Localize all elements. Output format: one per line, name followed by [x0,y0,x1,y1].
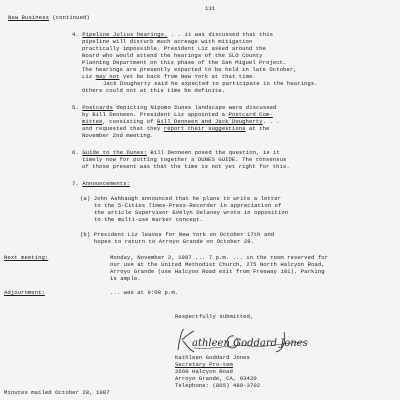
item-5-first-line [72,104,276,111]
item-text: , consisting of [102,118,154,125]
heading-text: New Business [8,14,49,21]
underlined-text: Postcard Com- [228,111,273,118]
item-4-line [82,73,256,80]
item-4-line: Jack Dougherty said he expected to participate in the hearings. [103,80,318,87]
next-meeting-line: our use at the United Methodist Church, 275 North Halcyon Road, [110,261,325,268]
announcement-b-line: hopes to return to Arroyo Grande on October 28. [94,238,255,245]
item-4-line: Board who would attend the hearings of the SLO County [82,52,263,59]
address-line: Arroyo Grande, CA, 93420 [175,375,257,382]
next-meeting-label: Next meeting: [4,254,49,261]
item-7-heading [72,180,130,187]
signer-title: Secretary Pro-tem [175,361,233,368]
item-text: at the [248,125,270,132]
item-6-line: timely now for putting together a DUNES GUIDE. The consensus [82,156,287,163]
signer-name: Kathleen Goddard Jones [175,354,250,361]
announcement-a-line: to the 5-Cities Times-Press-Recorder in appreciation of [94,202,282,209]
item-title: Guide to the Dunes: [82,149,147,156]
item-number: 5. [72,104,79,111]
handwritten-signature [172,326,317,356]
item-text: John Ashbaugh announced that he plans to write a letter [93,195,282,202]
item-text: . . . [262,118,280,125]
item-text: yet be back from New York at that time. [122,73,256,80]
item-title: Announcements: [82,180,130,187]
telephone: Telephone: (805) 489-3702 [175,382,261,389]
item-number: 6. [72,149,79,156]
item-text: and requested that they [82,125,161,132]
address-line: 2660 Halcyon Road [175,368,233,375]
next-meeting-line: is ample. [110,275,141,282]
underlined-text: report their suggestions [163,125,246,132]
item-5-line: November 2nd meeting. [82,132,154,139]
announcement-b-first-line [80,231,274,238]
announcement-a-line: to the multi-use marker concept. [94,216,204,223]
item-number: 4. [72,31,79,38]
item-4-line: Others could not at this time be definite. [82,87,226,94]
adjournment-text: ... was at 9:00 p.m. [110,289,179,296]
salutation: Respectfully submitted, [175,313,254,320]
next-meeting-line: Arroyo Grande (use Halcyon Road exit from Freeway 101). Parking [110,268,325,275]
item-6-first-line [72,149,280,156]
item-4-line: pipeline will disturb much acreage with mitigation [82,38,253,45]
section-heading [8,14,90,21]
item-4-first-line [72,31,273,38]
announcement-a-first-line [80,195,281,202]
item-title: Postcards [82,104,113,111]
item-5-line [82,125,269,132]
item-5-line [82,111,273,118]
item-6-line: of those present was that the time is not yet right for this. [82,163,290,170]
item-text: President Liz leaves for New York on October 17th and [93,231,275,238]
signature-lettering: athleen Goddard Jones [192,338,308,349]
sub-label: (b) [80,231,91,238]
adjournment-label: Adjournment: [4,289,45,296]
item-text: depicting Nipomo Dunes landscape were discussed [116,104,277,111]
item-text: by Bill Denneen. President Liz appointed a [82,111,226,118]
heading-suffix: (continued) [52,14,90,21]
page-number: 131 [205,5,216,12]
announcement-a-line: the article Supervisor Evelyn Delaney wrote in opposition [94,209,289,216]
item-text: . . it was discussed that this [170,31,274,38]
item-4-line: Planning Department on this phase of the San Miguel Project. [82,59,287,66]
name-text: Liz [82,73,93,80]
item-title: Pipeline Julius hearings. [82,31,168,38]
item-4-line: The hearings are presently expected to be held in late October, [82,66,297,73]
item-number: 7. [72,180,79,187]
underlined-text: mittee [82,118,103,125]
underlined-text: may not [95,73,120,80]
next-meeting-line: Monday, November 2, 1987 ... 7 p.m. ... in the room reserved for [110,254,329,261]
item-4-line: practically impossible. President Liz asked around the [82,45,266,52]
sub-label: (a) [80,195,91,202]
minutes-mailed: Minutes mailed October 28, 1987 [4,389,110,396]
underlined-text: Bill Denneen and Jack Dougherty [156,118,263,125]
item-text: Bill Denneen posed the question, is it [150,149,280,156]
item-5-line [82,118,280,125]
